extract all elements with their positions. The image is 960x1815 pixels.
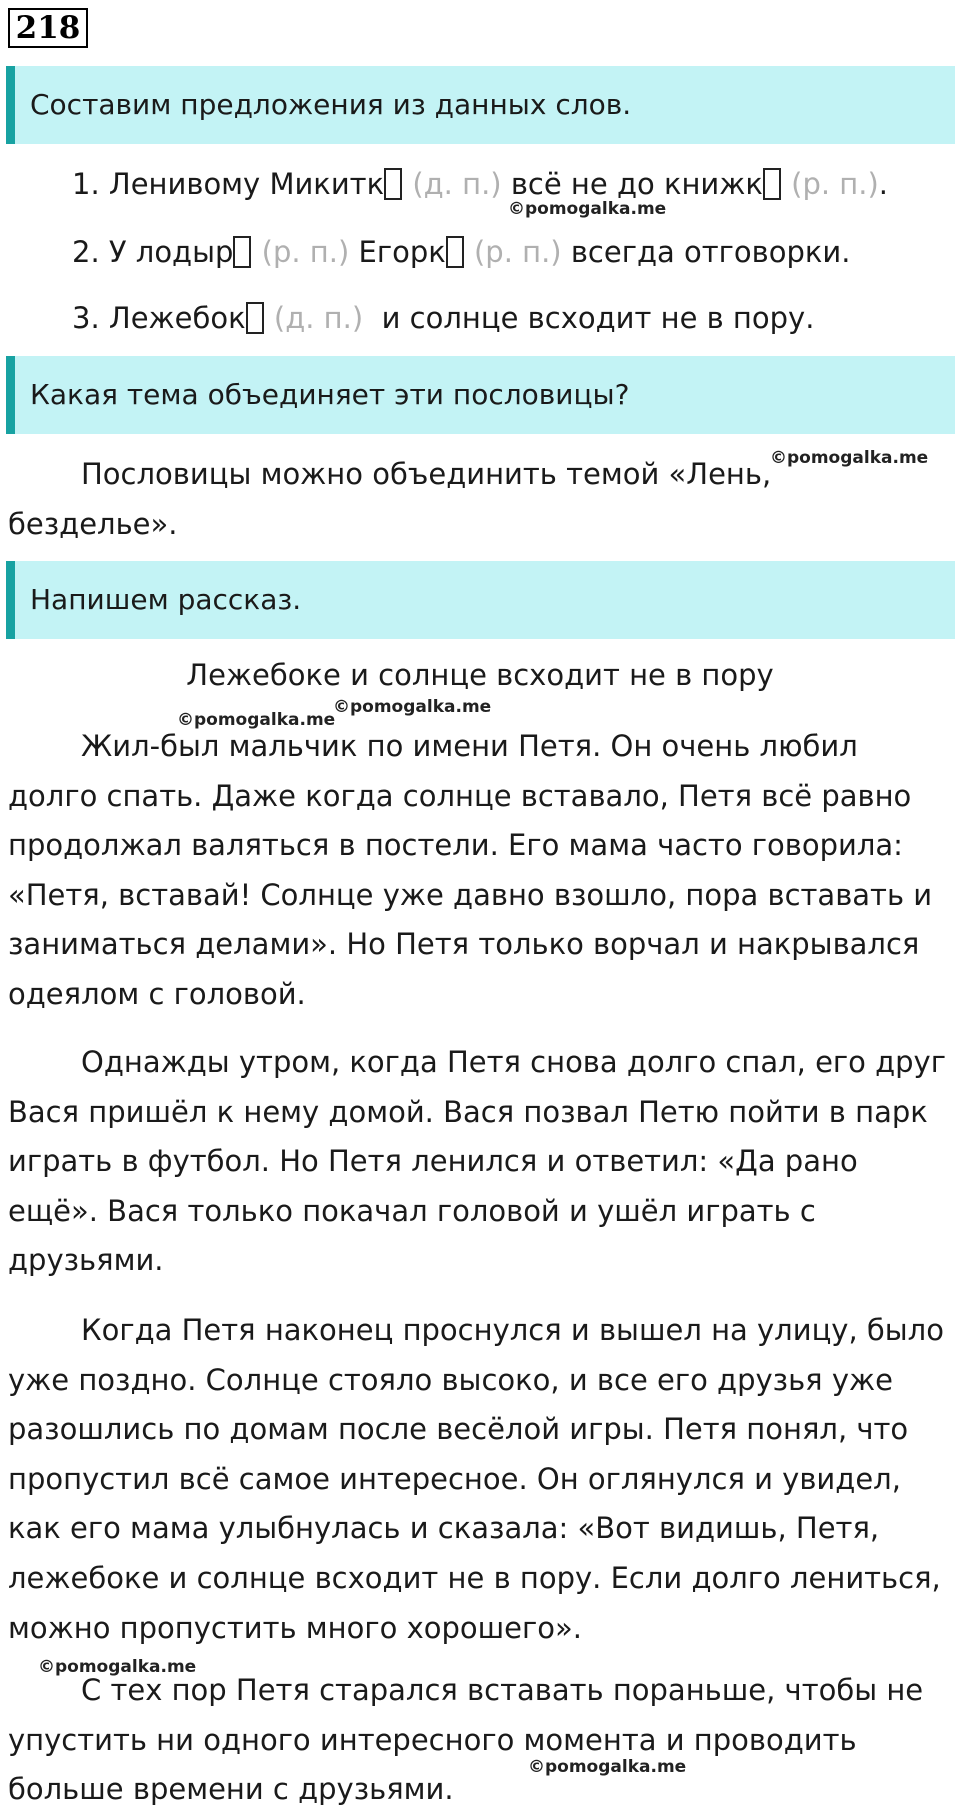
sentence-text: Егорк: [358, 235, 446, 269]
sentence-end: всегда отговорки.: [570, 235, 851, 269]
case-hint: (р. п.): [261, 235, 350, 269]
section-heading-story: [6, 561, 955, 639]
sentence-number: 2.: [72, 235, 100, 269]
paragraph-text: С тех пор Петя старался вставать пораньше, чтобы не упустить ни одного интересного момента и проводить больше времени с друзьями.: [8, 1673, 924, 1807]
blank-box: [763, 168, 781, 200]
section-heading-theme: [6, 356, 955, 434]
paragraph-text: Жил-был мальчик по имени Петя. Он очень любил долго спать. Даже когда солнце вставало, Петя всё равно продолжал валяться в постели. Его мама часто говорила: «Петя, вставай! Солнце уже давно взошло, пора вставать и заниматься делами». Но Петя только ворчал и накрывался одеялом с головой.: [8, 729, 933, 1011]
story-title: Лежебоке и солнце всходит не в пору: [186, 658, 774, 692]
blank-box: [446, 236, 464, 268]
blank-box: [233, 236, 251, 268]
watermark: ©pomogalka.me: [177, 710, 336, 730]
blank-box: [246, 302, 264, 334]
sentence-2: [72, 232, 850, 272]
sentence-text: У лодыр: [108, 235, 234, 269]
sentence-number: 3.: [72, 301, 100, 335]
paragraph-text: Когда Петя наконец проснулся и вышел на улицу, было уже поздно. Солнце стояло высоко, и все его друзья уже разошлись по домам после весёлой игры. Петя понял, что пропустил всё самое интересное. Он оглянулся и увидел, как его мама улыбнулась и сказала: «Вот видишь, Петя, лежебоке и солнце всходит не в пору. Если долго лениться, можно пропустить много хорошего».: [8, 1313, 944, 1645]
story-paragraph-4: [8, 1666, 953, 1815]
section-heading-text: Напишем рассказ.: [30, 583, 302, 616]
task-number: 218: [8, 8, 88, 48]
sentence-text: Лежебок: [108, 301, 246, 335]
sentence-1: [72, 164, 888, 204]
watermark: ©pomogalka.me: [508, 199, 667, 219]
paragraph-text: Однажды утром, когда Петя снова долго спал, его друг Вася пришёл к нему домой. Вася позвал Петю пойти в парк играть в футбол. Но Петя ленился и ответил: «Да рано ещё». Вася только покачал головой и ушёл играть с друзьями.: [8, 1045, 946, 1278]
case-hint: (р. п.): [473, 235, 562, 269]
sentence-number: 1.: [72, 167, 100, 201]
story-paragraph-1: [8, 722, 953, 1020]
blank-box: [384, 168, 402, 200]
watermark: ©pomogalka.me: [528, 1757, 687, 1777]
section-heading-compose: [6, 66, 955, 144]
case-hint: (р. п.): [791, 167, 879, 201]
sentence-text: всё не до книжк: [510, 167, 763, 201]
answer-line-2: безделье».: [8, 507, 178, 541]
sentence-text: Ленивому Микитк: [108, 167, 385, 201]
watermark: ©pomogalka.me: [333, 697, 492, 717]
watermark: ©pomogalka.me: [770, 448, 929, 468]
watermark: ©pomogalka.me: [38, 1657, 197, 1677]
story-paragraph-3: [8, 1306, 953, 1653]
sentence-3: [72, 298, 814, 338]
section-heading-text: Какая тема объединяет эти пословицы?: [30, 378, 630, 411]
sentence-end: .: [878, 167, 889, 201]
section-heading-text: Составим предложения из данных слов.: [30, 88, 632, 121]
case-hint: (д. п.): [273, 301, 364, 335]
answer-line-1: Пословицы можно объединить темой «Лень,: [81, 457, 772, 491]
case-hint: (д. п.): [412, 167, 502, 201]
sentence-end: и солнце всходит не в пору.: [381, 301, 815, 335]
story-paragraph-2: [8, 1038, 953, 1286]
